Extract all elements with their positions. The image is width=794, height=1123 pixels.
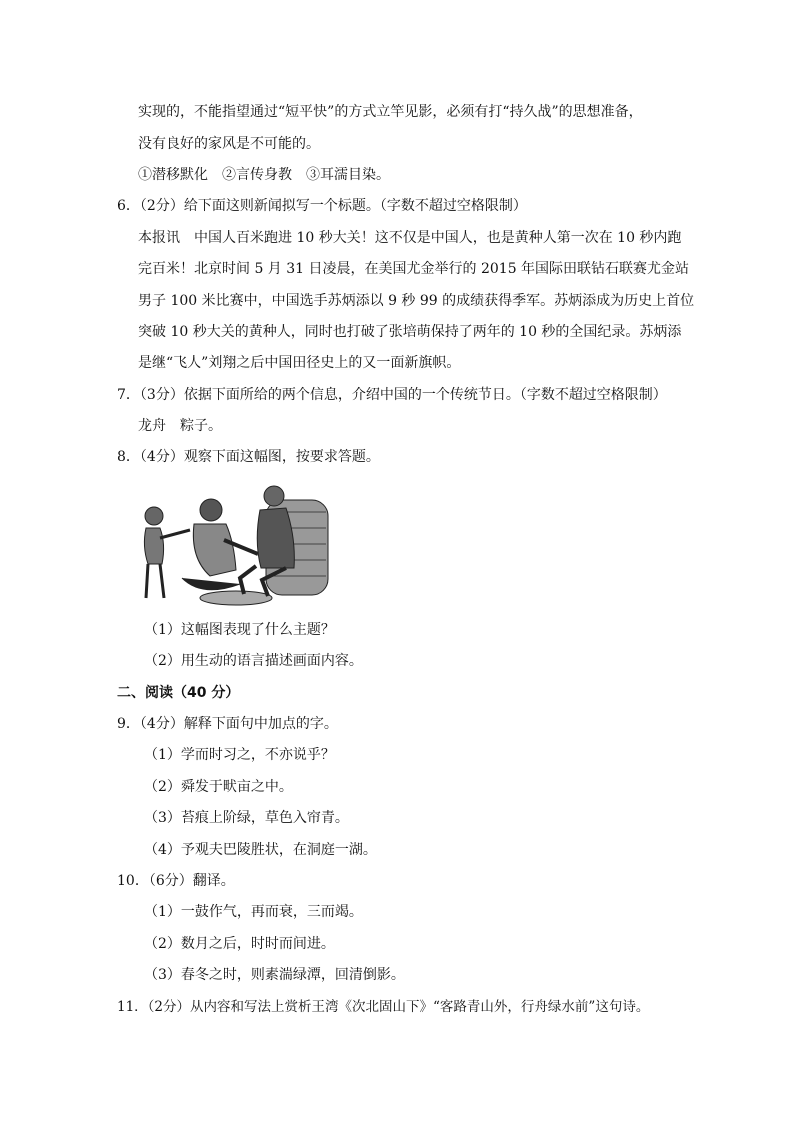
question-9: 9．（4分）解释下面句中加点的字。 <box>117 716 338 732</box>
question-11: 11．（2分）从内容和写法上赏析王湾《次北固山下》“客路青山外，行舟绿水前”这句诗。 <box>117 999 650 1015</box>
question-8: 8．（4分）观察下面这幅图，按要求答题。 <box>117 449 380 465</box>
question-9-4: （4）予观夫巴陵胜状，在洞庭一湖。 <box>144 842 377 858</box>
question-9-2: （2）舜发于畎亩之中。 <box>144 779 293 795</box>
section-title-reading: 二、阅读（40 分） <box>117 685 240 701</box>
question-9-3: （3）苔痕上阶绿，草色入帘青。 <box>144 810 349 826</box>
question-7: 7．（3分）依据下面所给的两个信息，介绍中国的一个传统节日。（字数不超过空格限制） <box>117 387 667 403</box>
question-8-2: （2）用生动的语言描述画面内容。 <box>144 653 363 669</box>
question-9-1: （1）学而时习之，不亦说乎？ <box>144 747 335 763</box>
news-line: 突破 10 秒大关的黄种人，同时也打破了张培萌保持了两年的 10 秒的全国纪录。苏炳添 <box>138 324 682 340</box>
text-line: 没有良好的家风是不可能的。 <box>138 136 320 152</box>
news-line: 是继“飞人”刘翔之后中国田径史上的又一面新旗帜。 <box>138 355 461 371</box>
news-line: 本报讯 中国人百米跑进 10 秒大关！这不仅是中国人，也是黄种人第一次在 10 秒内跑 <box>138 230 682 246</box>
question-10-2: （2）数月之后，时时而间进。 <box>144 936 335 952</box>
options-line: ①潜移默化 ②言传身教 ③耳濡目染。 <box>138 167 390 183</box>
question-10-1: （1）一鼓作气，再而衰，三而竭。 <box>144 904 363 920</box>
info-line: 龙舟 粽子。 <box>138 418 222 434</box>
question-6: 6．（2分）给下面这则新闻拟写一个标题。（字数不超过空格限制） <box>117 198 527 214</box>
news-line: 完百米！北京时间 5 月 31 日凌晨，在美国尤金举行的 2015 年国际田联钻石联赛尤金站 <box>138 261 690 277</box>
illustration-family <box>136 480 336 610</box>
question-8-1: （1）这幅图表现了什么主题？ <box>144 622 335 638</box>
question-10-3: （3）春冬之时，则素湍绿潭，回清倒影。 <box>144 967 405 983</box>
text-line: 实现的，不能指望通过“短平快”的方式立竿见影，必须有打“持久战”的思想准备， <box>138 104 643 120</box>
news-line: 男子 100 米比赛中，中国选手苏炳添以 9 秒 99 的成绩获得季军。苏炳添成为历史上首位 <box>138 293 695 309</box>
question-10: 10．（6分）翻译。 <box>117 873 235 889</box>
